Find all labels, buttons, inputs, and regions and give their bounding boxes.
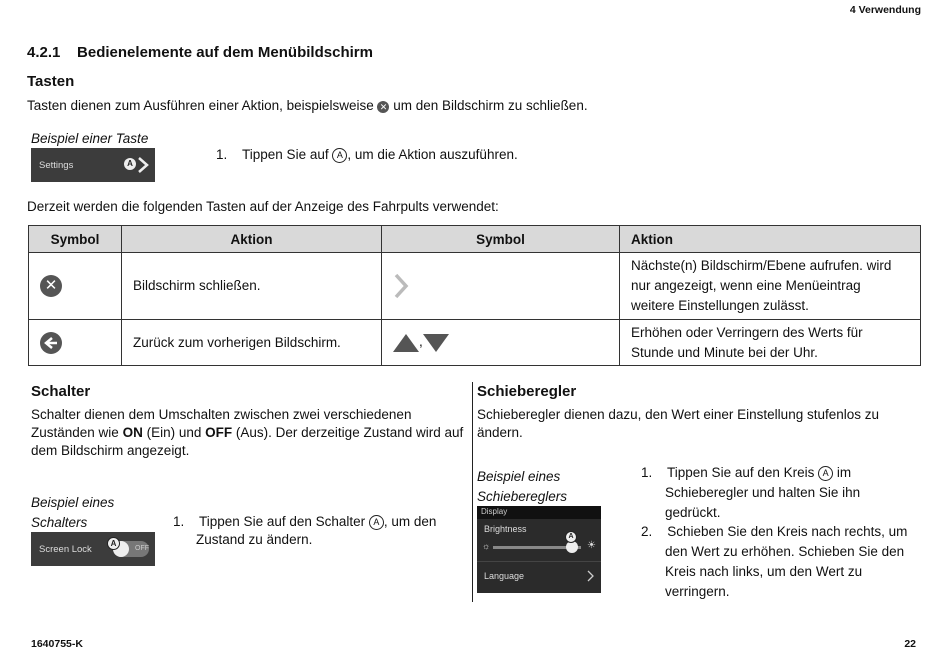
close-icon: ✕ xyxy=(377,101,389,113)
tasten-list-intro: Derzeit werden die folgenden Tasten auf der Anzeige des Fahrpults verwendet: xyxy=(27,199,499,214)
schalter-step: 1. Tippen Sie auf den Schalter A , um den xyxy=(173,514,437,529)
schieberegler-step-1: 1. Tippen Sie auf den Kreis A im xyxy=(641,465,852,480)
callout-a-icon: A xyxy=(107,537,120,550)
schalter-heading: Schalter xyxy=(31,383,91,400)
section-heading xyxy=(27,44,373,61)
schalter-step-line2: Zustand zu ändern. xyxy=(196,532,313,547)
chevron-right-icon xyxy=(587,570,595,582)
schieberegler-desc-line2: ändern. xyxy=(477,425,523,440)
table-header: Aktion xyxy=(620,226,921,253)
action-cell: Bildschirm schließen. xyxy=(122,253,382,320)
schalter-desc-line1: Schalter dienen dem Umschalten zwischen zwei verschiedenen xyxy=(31,407,412,422)
page-number: 22 xyxy=(904,638,916,650)
table-header: Symbol xyxy=(29,226,122,253)
action-cell: Zurück zum vorherigen Bildschirm. xyxy=(122,320,382,366)
schieberegler-step-2: 2. Schieben Sie den Kreis nach rechts, um xyxy=(641,524,908,539)
up-triangle-icon xyxy=(393,333,419,353)
table-header-row xyxy=(29,226,921,253)
step-text: Schieberegler und halten Sie ihn xyxy=(665,485,861,500)
section-number: 4.2.1 xyxy=(27,44,61,61)
document-id: 1640755-K xyxy=(31,638,83,650)
symbol-cell xyxy=(382,253,620,320)
callout-a-icon: A xyxy=(818,466,833,481)
schieberegler-heading: Schieberegler xyxy=(477,383,577,400)
brightness-label: Brightness xyxy=(484,524,527,534)
symbol-cell xyxy=(29,253,122,320)
tasten-heading: Tasten xyxy=(27,73,75,90)
section-title: Bedienelemente auf dem Menübildschirm xyxy=(77,44,373,61)
chevron-right-icon xyxy=(137,156,149,174)
schalter-caption1: Beispiel eines xyxy=(31,495,115,510)
table-header: Symbol xyxy=(382,226,620,253)
chapter-header: 4 Verwendung xyxy=(849,4,921,16)
schalter-caption2: Schalters xyxy=(31,515,88,530)
callout-a-icon: A xyxy=(369,515,384,530)
step-text: den Wert zu erhöhen. Schieben Sie den xyxy=(665,544,905,559)
schieberegler-caption2: Schiebereglers xyxy=(477,489,568,504)
sun-small-icon: ☼ xyxy=(482,541,491,551)
toggle-state-label: OFF xyxy=(135,545,149,552)
action-cell: Erhöhen oder Verringern des Werts für Stunde und Minute bei der Uhr. xyxy=(620,320,921,366)
step-text: gedrückt. xyxy=(665,505,721,520)
symbol-cell xyxy=(29,320,122,366)
column-divider xyxy=(472,382,473,602)
divider xyxy=(477,561,601,562)
table-row xyxy=(29,253,921,320)
settings-label: Settings xyxy=(39,160,74,171)
screen-lock-label: Screen Lock xyxy=(39,544,92,555)
symbol-table xyxy=(28,225,921,366)
step-text: Kreis nach links, um den Wert zu xyxy=(665,564,863,579)
chevron-right-icon xyxy=(393,273,409,299)
tasten-intro: Tasten dienen zum Ausführen einer Aktion, beispielsweise ✕ um den Bildschirm zu schließen. xyxy=(27,98,588,113)
table-row xyxy=(29,320,921,366)
tasten-example-caption: Beispiel einer Taste xyxy=(31,131,149,146)
schalter-desc-line2: Zuständen wie ON (Ein) und OFF (Aus). Der derzeitige Zustand wird auf xyxy=(31,425,464,440)
callout-a-icon: A xyxy=(565,531,577,543)
action-cell: Nächste(n) Bildschirm/Ebene aufrufen. wird nur angezeigt, wenn eine Menüeintrag weitere Einstellungen zulässt. xyxy=(620,253,921,320)
down-triangle-icon xyxy=(423,333,449,353)
example-settings-button xyxy=(31,148,155,182)
schalter-desc-line3: dem Bildschirm angezeigt. xyxy=(31,443,190,458)
symbol-cell: , xyxy=(382,320,620,366)
sun-large-icon: ☀ xyxy=(587,540,596,551)
callout-a-icon: A xyxy=(332,148,347,163)
example-screen-lock-switch xyxy=(31,532,155,566)
schieberegler-caption1: Beispiel eines xyxy=(477,469,561,484)
tasten-step: 1. Tippen Sie auf A , um die Aktion auszuführen. xyxy=(216,147,518,162)
callout-a-icon: A xyxy=(124,158,136,170)
table-header: Aktion xyxy=(122,226,382,253)
back-arrow-circle-icon xyxy=(40,332,62,354)
example-display-screen xyxy=(477,506,601,593)
step-text: verringern. xyxy=(665,584,730,599)
display-title: Display xyxy=(481,507,508,516)
schieberegler-desc-line1: Schieberegler dienen dazu, den Wert einer Einstellung stufenlos zu xyxy=(477,407,880,422)
language-label: Language xyxy=(484,571,525,581)
close-circle-icon: ✕ xyxy=(40,275,62,297)
